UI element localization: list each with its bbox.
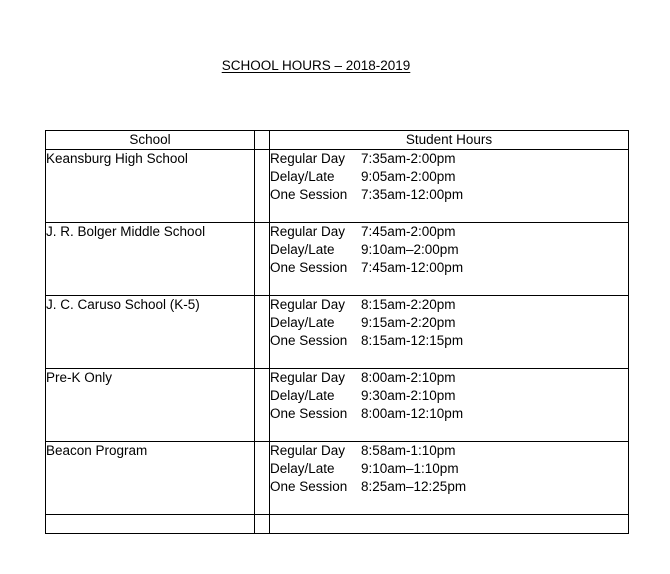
- hour-type: One Session: [270, 187, 348, 202]
- gap-cell: [255, 369, 270, 442]
- school-column-header: School: [46, 131, 255, 150]
- hour-line: [270, 478, 628, 496]
- hour-type: Delay/Late: [270, 242, 335, 257]
- hours-cell: [270, 150, 629, 223]
- hour-type: One Session: [270, 406, 348, 421]
- hour-type: Regular Day: [270, 224, 346, 239]
- gap-cell: [255, 442, 270, 515]
- hour-type: Delay/Late: [270, 169, 335, 184]
- table-row: [46, 223, 629, 296]
- hours-cell: [270, 442, 629, 515]
- student-hours-column-header: Student Hours: [270, 131, 629, 150]
- hour-line: [270, 150, 628, 168]
- hour-time: 9:05am-2:00pm: [361, 169, 456, 184]
- hour-time: 9:10am–2:00pm: [361, 242, 459, 257]
- school-name-cell: J. C. Caruso School (K-5): [46, 296, 255, 369]
- hour-line: [270, 168, 628, 186]
- gap-column-header: [255, 131, 270, 150]
- hours-cell: [270, 223, 629, 296]
- table-row: [46, 296, 629, 369]
- hour-time: 8:00am-2:10pm: [361, 370, 456, 385]
- table-row: [46, 150, 629, 223]
- empty-table-row: [46, 515, 629, 534]
- hour-time: 9:15am-2:20pm: [361, 315, 456, 330]
- hour-line: [270, 387, 628, 405]
- gap-cell: [255, 223, 270, 296]
- table-row: [46, 442, 629, 515]
- hour-line: [270, 442, 628, 460]
- hour-line: [270, 332, 628, 350]
- hour-line: [270, 296, 628, 314]
- school-name-cell: Beacon Program: [46, 442, 255, 515]
- hour-type: One Session: [270, 333, 348, 348]
- hour-line: [270, 405, 628, 423]
- empty-cell: [46, 515, 255, 534]
- gap-cell: [255, 296, 270, 369]
- hour-line: [270, 259, 628, 277]
- hour-time: 7:35am-2:00pm: [361, 151, 456, 166]
- hour-time: 7:35am-12:00pm: [361, 187, 464, 202]
- empty-cell: [255, 515, 270, 534]
- hour-line: [270, 223, 628, 241]
- hour-type: Regular Day: [270, 443, 346, 458]
- hours-cell: [270, 369, 629, 442]
- hours-cell: [270, 296, 629, 369]
- table-row: [46, 369, 629, 442]
- hour-type: Delay/Late: [270, 461, 335, 476]
- school-name-cell: Keansburg High School: [46, 150, 255, 223]
- hour-time: 8:15am-12:15pm: [361, 333, 464, 348]
- hour-line: [270, 460, 628, 478]
- hour-time: 8:58am-1:10pm: [361, 443, 456, 458]
- hour-line: [270, 241, 628, 259]
- school-name-cell: Pre-K Only: [46, 369, 255, 442]
- hour-line: [270, 186, 628, 204]
- hour-line: [270, 369, 628, 387]
- hour-type: One Session: [270, 260, 348, 275]
- hour-type: Delay/Late: [270, 315, 335, 330]
- table-header-row: [46, 131, 629, 150]
- school-name-cell: J. R. Bolger Middle School: [46, 223, 255, 296]
- gap-cell: [255, 150, 270, 223]
- hour-type: Delay/Late: [270, 388, 335, 403]
- hour-time: 7:45am-2:00pm: [361, 224, 456, 239]
- school-hours-table: [45, 130, 629, 534]
- hour-type: Regular Day: [270, 151, 346, 166]
- hour-line: [270, 314, 628, 332]
- hour-time: 9:10am–1:10pm: [361, 461, 459, 476]
- hour-time: 8:00am-12:10pm: [361, 406, 464, 421]
- hour-type: Regular Day: [270, 370, 346, 385]
- hour-time: 8:15am-2:20pm: [361, 297, 456, 312]
- hour-time: 7:45am-12:00pm: [361, 260, 464, 275]
- hour-time: 8:25am–12:25pm: [361, 479, 467, 494]
- hour-type: One Session: [270, 479, 348, 494]
- empty-cell: [270, 515, 629, 534]
- document-title: SCHOOL HOURS – 2018-2019: [221, 58, 411, 73]
- hour-type: Regular Day: [270, 297, 346, 312]
- hour-time: 9:30am-2:10pm: [361, 388, 456, 403]
